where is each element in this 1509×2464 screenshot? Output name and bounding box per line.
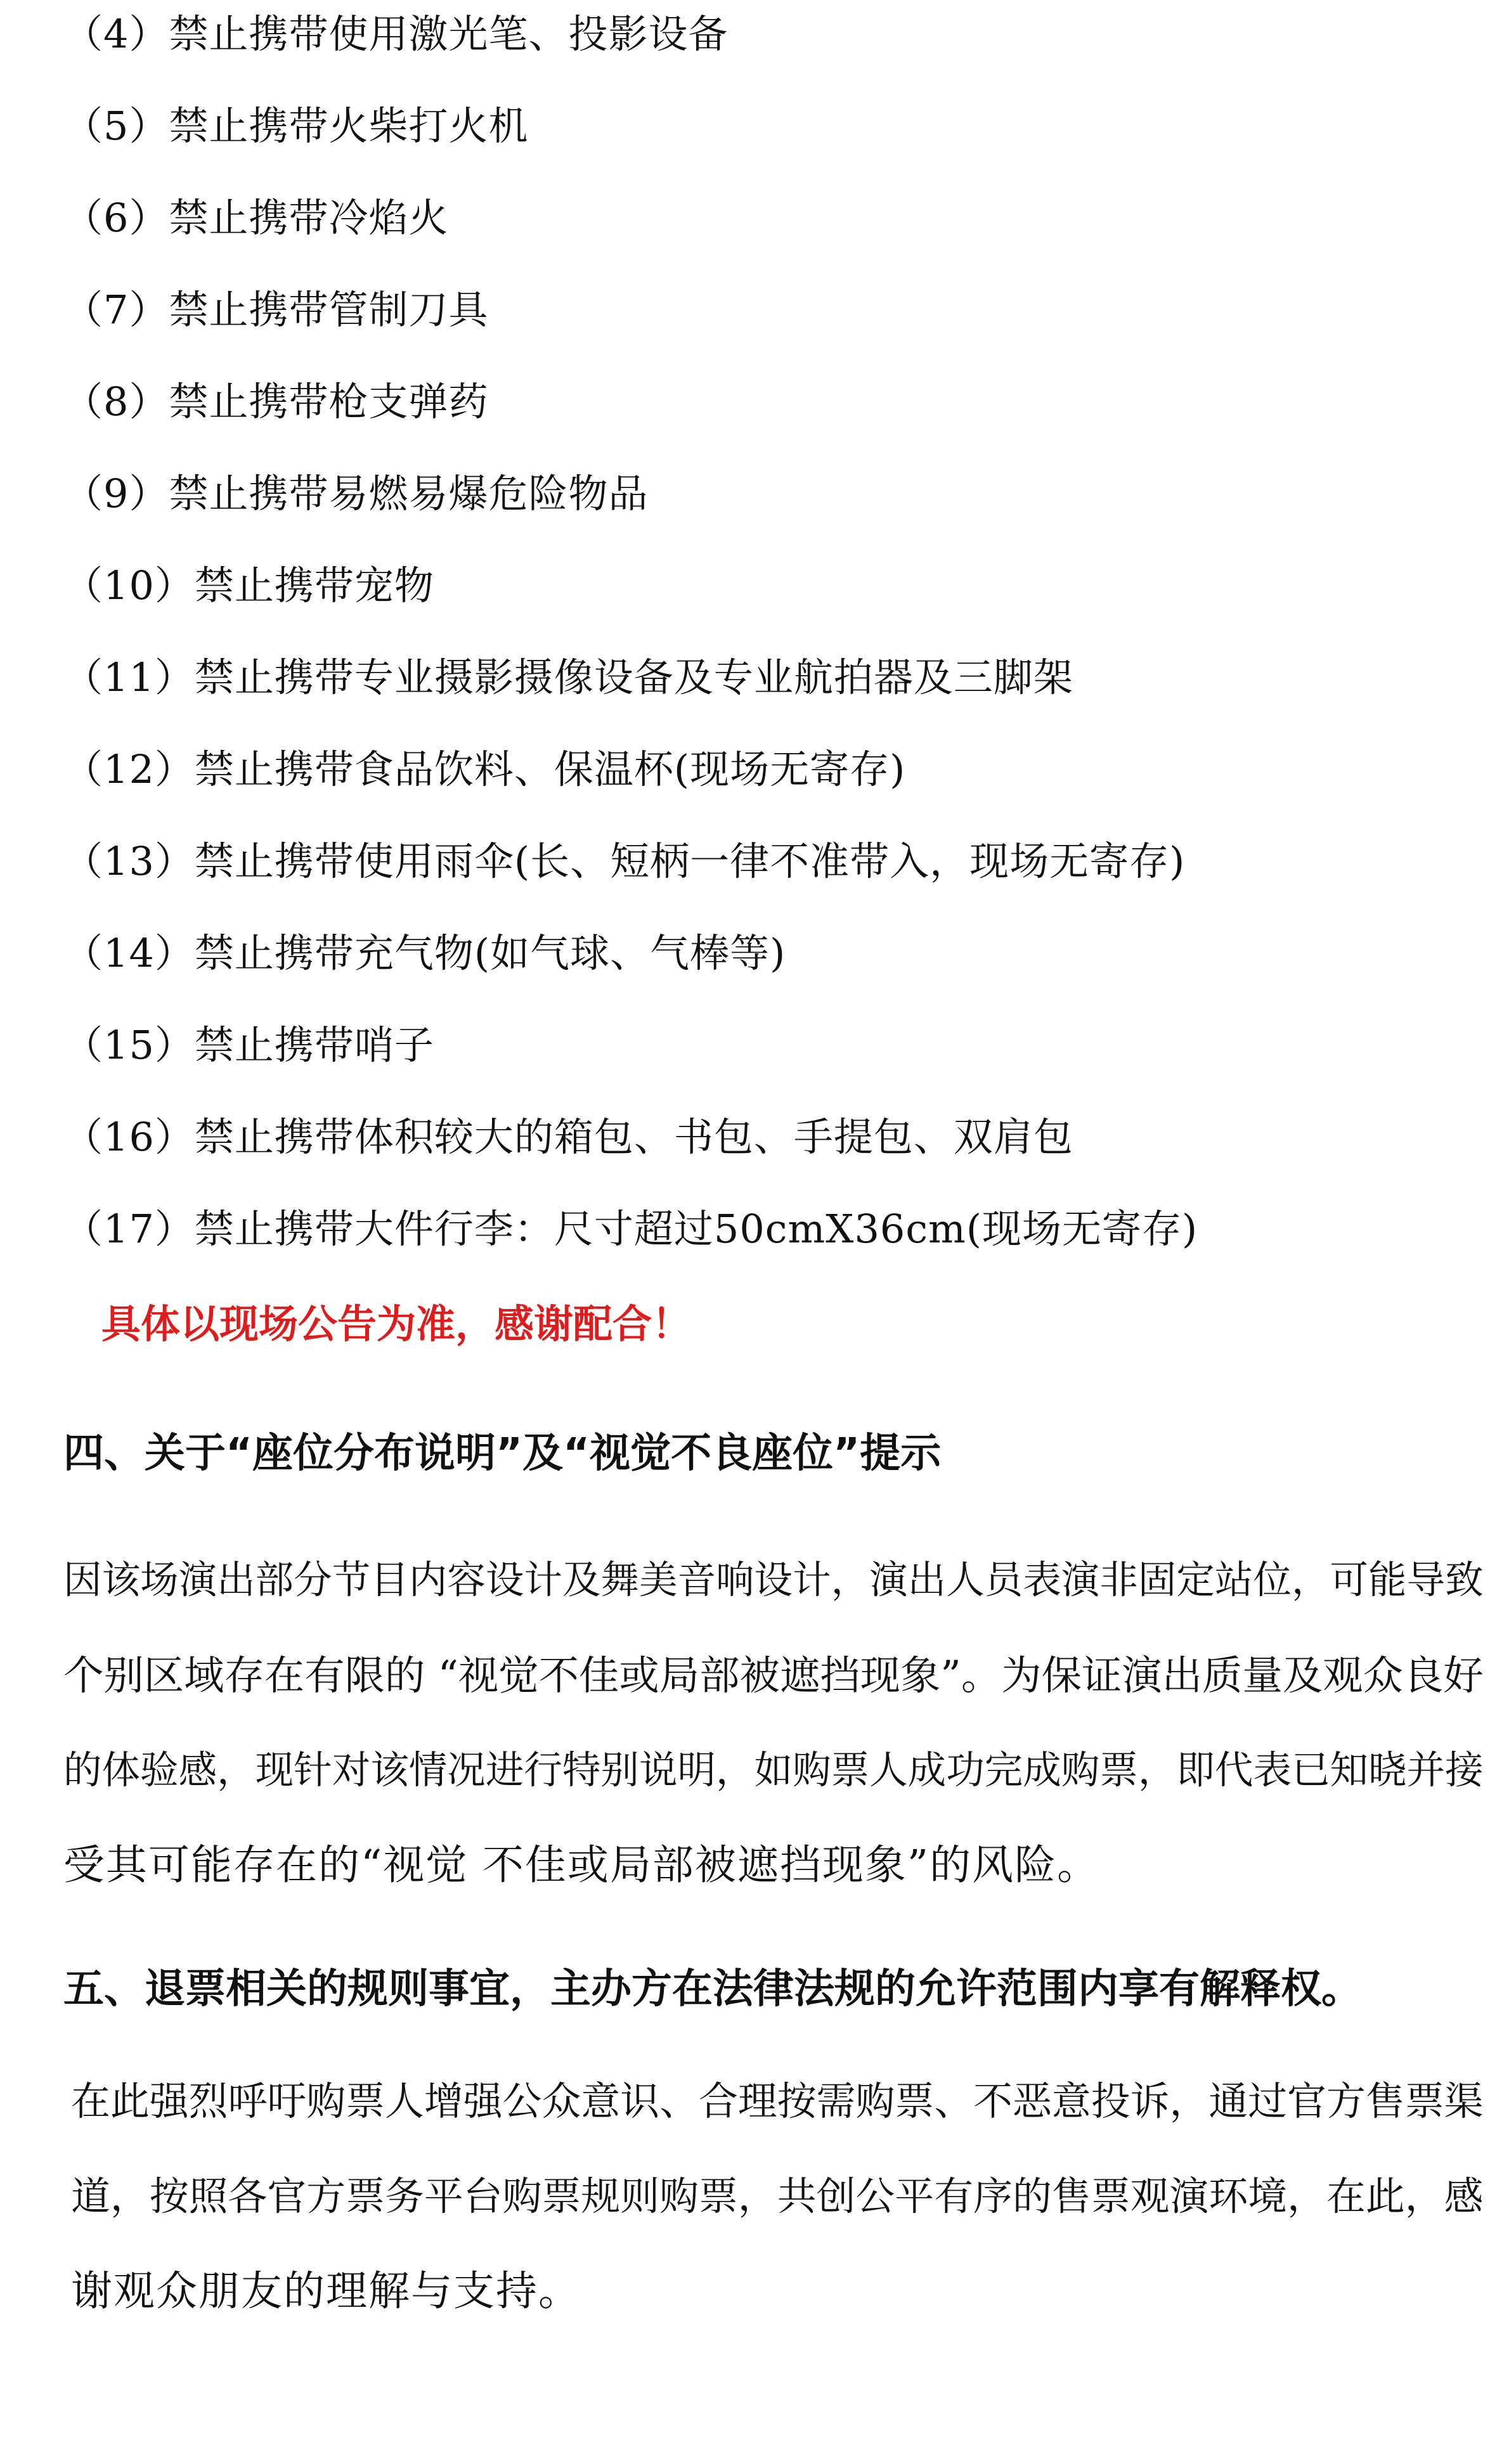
prohibited-item: （8）禁止携带枪支弹药 — [63, 378, 489, 425]
paragraph-line: 道，按照各官方票务平台购票规则购票，共创公平有序的售票观演环境，在此，感 — [71, 2174, 1484, 2219]
prohibited-item: （14）禁止携带充气物(如气球、气棒等) — [63, 930, 786, 976]
section-heading: 四、关于“座位分布说明”及“视觉不良座位”提示 — [63, 1430, 942, 1477]
prohibited-item: （4）禁止携带使用激光笔、投影设备 — [63, 11, 729, 57]
prohibited-item: （6）禁止携带冷焰火 — [63, 195, 449, 241]
paragraph-line: 在此强烈呼吁购票人增强公众意识、合理按需购票、不恶意投诉，通过官方售票渠 — [71, 2079, 1484, 2124]
paragraph-line: 因该场演出部分节目内容设计及舞美音响设计，演出人员表演非固定站位，可能导致 — [63, 1558, 1484, 1603]
paragraph-line: 受其可能存在的“视觉 不佳或局部被遮挡现象”的风险。 — [63, 1842, 1100, 1889]
on-site-notice: 具体以现场公告为准，感谢配合！ — [101, 1301, 692, 1347]
prohibited-item: （11）禁止携带专业摄影摄像设备及专业航拍器及三脚架 — [63, 654, 1073, 700]
paragraph-line: 谢观众朋友的理解与支持。 — [71, 2267, 581, 2315]
prohibited-item: （10）禁止携带宠物 — [63, 562, 434, 609]
prohibited-item: （9）禁止携带易燃易爆危险物品 — [63, 470, 649, 517]
prohibited-item: （13）禁止携带使用雨伞(长、短柄一律不准带入，现场无寄存) — [63, 838, 1186, 884]
paragraph-line: 个别区域存在有限的 “视觉不佳或局部被遮挡现象”。为保证演出质量及观众良好 — [63, 1652, 1484, 1699]
prohibited-item: （15）禁止携带哨子 — [63, 1022, 434, 1068]
paragraph-line: 的体验感，现针对该情况进行特别说明，如购票人成功完成购票，即代表已知晓并接 — [63, 1748, 1484, 1793]
prohibited-item: （7）禁止携带管制刀具 — [63, 287, 489, 333]
prohibited-item: （12）禁止携带食品饮料、保温杯(现场无寄存) — [63, 746, 906, 792]
prohibited-item: （16）禁止携带体积较大的箱包、书包、手提包、双肩包 — [63, 1114, 1073, 1160]
section-heading: 五、退票相关的规则事宜，主办方在法律法规的允许范围内享有解释权。 — [63, 1966, 1362, 2013]
prohibited-item: （17）禁止携带大件行李：尺寸超过50cmX36cm(现场无寄存) — [63, 1206, 1198, 1252]
prohibited-item: （5）禁止携带火柴打火机 — [63, 103, 529, 149]
